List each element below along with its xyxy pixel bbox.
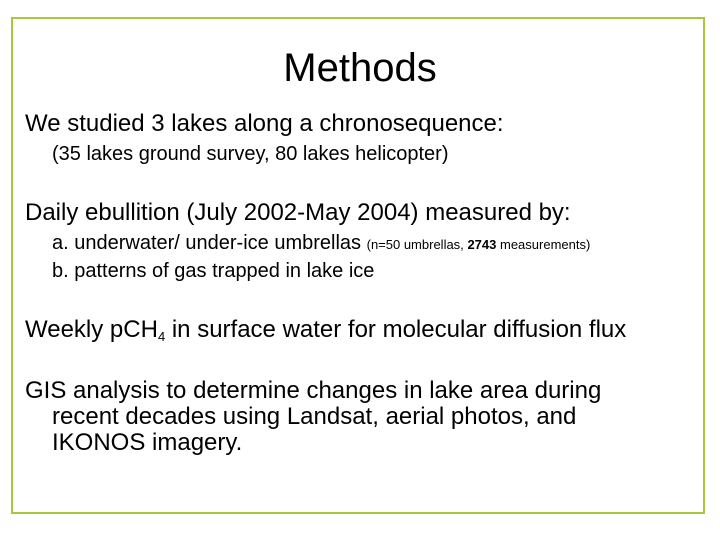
- umbrellas-item: [52, 231, 590, 257]
- gas-patterns-item: b. patterns of gas trapped in lake ice: [52, 260, 375, 282]
- slide-title: Methods: [283, 46, 437, 90]
- measurement-count: 2743: [467, 237, 497, 252]
- umbrellas-item-label: a. underwater/ under-ice umbrellas: [52, 232, 362, 254]
- ebullition-text: Daily ebullition (July 2002-May 2004) measured by:: [25, 199, 571, 226]
- pch4-suffix: in surface water for molecular diffusion flux: [171, 316, 627, 343]
- pch4-text: [25, 316, 626, 351]
- gis-analysis-line-2: recent decades using Landsat, aerial photos, and: [52, 403, 577, 430]
- gis-analysis-line-3: IKONOS imagery.: [52, 429, 243, 456]
- umbrellas-note-suffix: measurements): [499, 237, 591, 252]
- pch4-subscript: 4: [157, 329, 166, 344]
- umbrellas-note: [367, 237, 591, 252]
- umbrellas-note-prefix: (n=50 umbrellas,: [366, 237, 464, 252]
- survey-detail-text: (35 lakes ground survey, 80 lakes helicopter): [52, 143, 449, 165]
- pch4-prefix: Weekly pCH: [25, 316, 158, 343]
- lakes-studied-text: We studied 3 lakes along a chronosequence:: [25, 110, 504, 137]
- gis-analysis-line-1: GIS analysis to determine changes in lake area during: [25, 377, 602, 404]
